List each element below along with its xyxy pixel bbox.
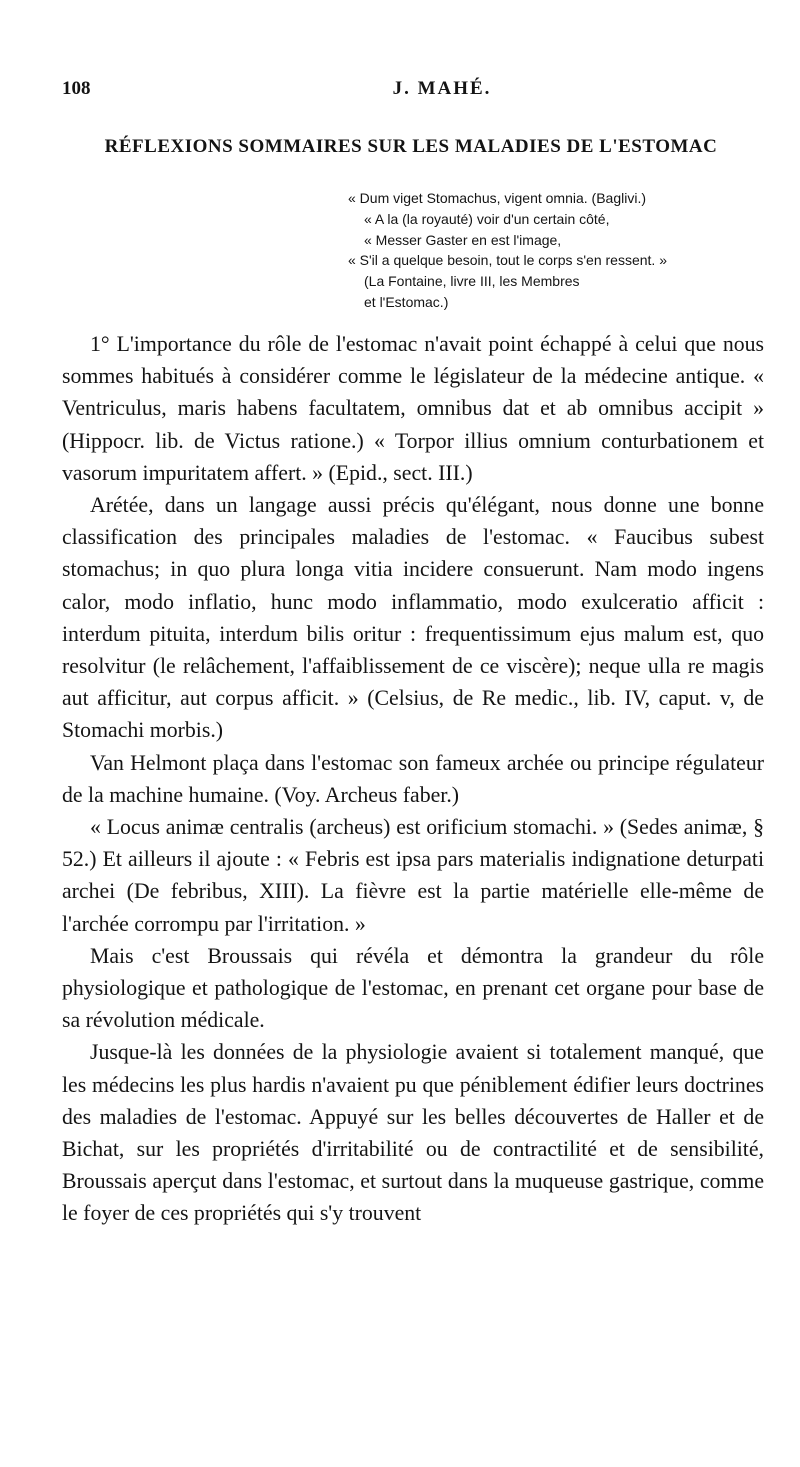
body-text <box>62 328 764 1230</box>
running-author: J. MAHÉ. <box>392 78 492 99</box>
epigraph-citation: (La Fontaine, livre III, les Membres <box>364 273 580 290</box>
epigraph-line: « S'il a quelque besoin, tout le corps s'en ressent. » <box>348 252 667 269</box>
paragraph: Jusque-là les données de la physiologie avaient si totalement manqué, que les médecins les plus hardis n'avaient pu que péniblement édifier leurs doctrines des maladies de l'estomac. Appuyé sur les belles découvertes de Haller et de Bichat, sur les propriétés d'irritabilité ou de contractilité et de sensibilité, Broussais aperçut dans l'estomac, et surtout dans la muqueuse gastrique, comme le foyer de ces propriétés qui s'y trouvent <box>62 1040 764 1226</box>
paragraph: « Locus animæ centralis (archeus) est orificium stomachi. » (Sedes animæ, § 52.) Et ailleurs il ajoute : « Febris est ipsa pars materialis indignatione deturpati archei (De febribus, XIII). La fièvre est la partie matérielle elle-même de l'archée corrompu par l'irritation. » <box>62 815 764 936</box>
paragraph: Van Helmont plaça dans l'estomac son fameux archée ou principe régulateur de la machine humaine. (Voy. Archeus faber.) <box>62 750 764 807</box>
running-header <box>62 78 762 106</box>
paragraph: Mais c'est Broussais qui révéla et démontra la grandeur du rôle physiologique et pathologique de l'estomac, en prenant cet organe pour base de sa révolution médicale. <box>62 943 764 1033</box>
epigraph-line: « Messer Gaster en est l'image, <box>364 231 562 248</box>
paragraph: Arétée, dans un langage aussi précis qu'élégant, nous donne une bonne classification des principales maladies de l'estomac. « Faucibus subest stomachus; in quo plura longa vitia incidere consuerunt. Nam modo ingens calor, modo inflatio, hunc modo inflammatio, modo exulceratio afficit : interdum pituita, interdum bilis oritur : frequentissimum ejus malum est, quo resolvitur (le relâchement, l'affaiblissement de ce viscère); neque ulla re magis aut afficitur, aut corpus afficit. » (Celsius, de Re medic., lib. IV, caput. v, de Stomachi morbis.) <box>62 493 764 743</box>
page-number: 108 <box>62 78 91 99</box>
paragraph: 1° L'importance du rôle de l'estomac n'avait point échappé à celui que nous sommes habitués à considérer comme le législateur de la médecine antique. « Ventriculus, maris habens facultatem, omnibus dat et ab omnibus accipit » (Hippocr. lib. de Victus ratione.) « Torpor illius omnium conturbationem et vasorum impuritatem affert. » (Epid., sect. III.) <box>62 332 764 485</box>
epigraph-line: « Dum viget Stomachus, vigent omnia. (Baglivi.) <box>348 190 647 206</box>
epigraph-citation: et l'Estomac.) <box>364 293 449 310</box>
epigraph <box>348 188 768 313</box>
chapter-title: RÉFLEXIONS SOMMAIRES SUR LES MALADIES DE L'ESTOMAC <box>104 136 718 157</box>
epigraph-line: « A la (la royauté) voir d'un certain côté, <box>364 210 610 227</box>
